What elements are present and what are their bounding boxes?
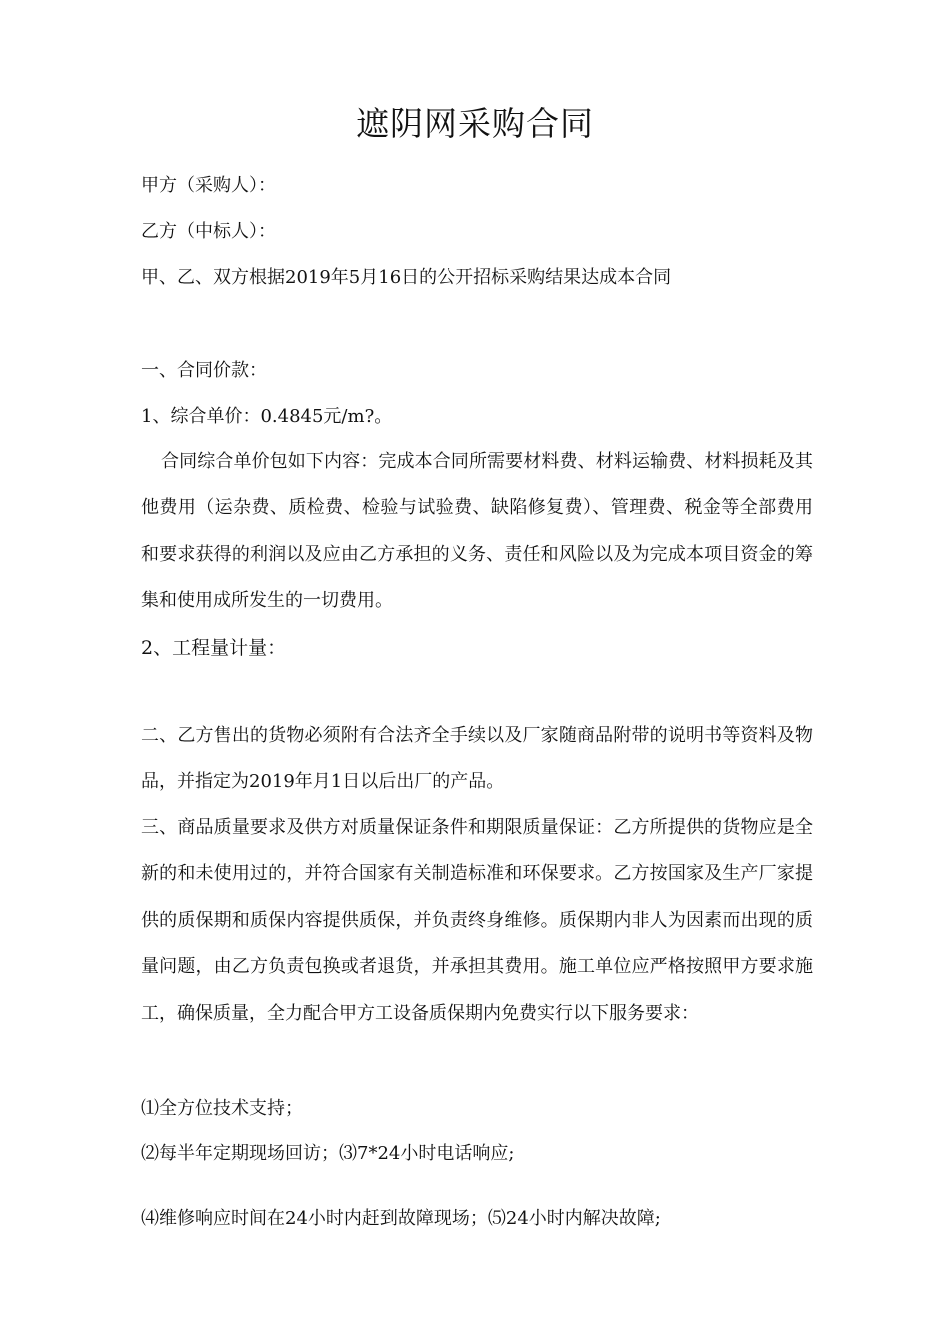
- section1-item2: 2、工程量计量：: [141, 637, 287, 659]
- document-title: 遮阴网采购合同: [356, 104, 594, 143]
- service-item-1: ⑴全方位技术支持；: [141, 1098, 303, 1119]
- intro-line: 甲、乙、双方根据2019年5月16日的公开招标采购结果达成本合同: [141, 267, 672, 288]
- section1-item1: 1、综合单价：0.4845元/m?。: [141, 406, 393, 427]
- section3-paragraph: 三、商品质量要求及供方对质量保证条件和期限质量保证：乙方所提供的货物应是全新的和未使用过的，并符合国家有关制造标准和环保要求。乙方按国家及生产厂家提供的质保期和质保内容提供质保，并负责终身维修。质保期内非人为因素而出现的质量问题，由乙方负责包换或者退货，并承担其费用。施工单位应严格按照甲方要求施工，确保质量，全力配合甲方工设备质保期内免费实行以下服务要求：: [141, 817, 813, 1024]
- service-item-2-3: ⑵每半年定期现场回访；⑶7*24小时电话响应;: [141, 1143, 515, 1164]
- section1-item1-detail: 合同综合单价包如下内容：完成本合同所需要材料费、材料运输费、材料损耗及其他费用（运杂费、质检费、检验与试验费、缺陷修复费）、管理费、税金等全部费用和要求获得的利润以及应由乙方承担的义务、责任和风险以及为完成本项目资金的筹集和使用成所发生的一切费用。: [141, 451, 813, 612]
- party-b-line: 乙方（中标人）：: [141, 221, 276, 242]
- section1-heading: 一、合同价款：: [141, 360, 267, 381]
- service-item-4-5: ⑷维修响应时间在24小时内赶到故障现场；⑸24小时内解决故障;: [141, 1208, 661, 1229]
- section2-paragraph: 二、乙方售出的货物必须附有合法齐全手续以及厂家随商品附带的说明书等资料及物品，并指定为2019年月1日以后出厂的产品。: [141, 725, 813, 793]
- party-a-line: 甲方（采购人）：: [141, 175, 276, 196]
